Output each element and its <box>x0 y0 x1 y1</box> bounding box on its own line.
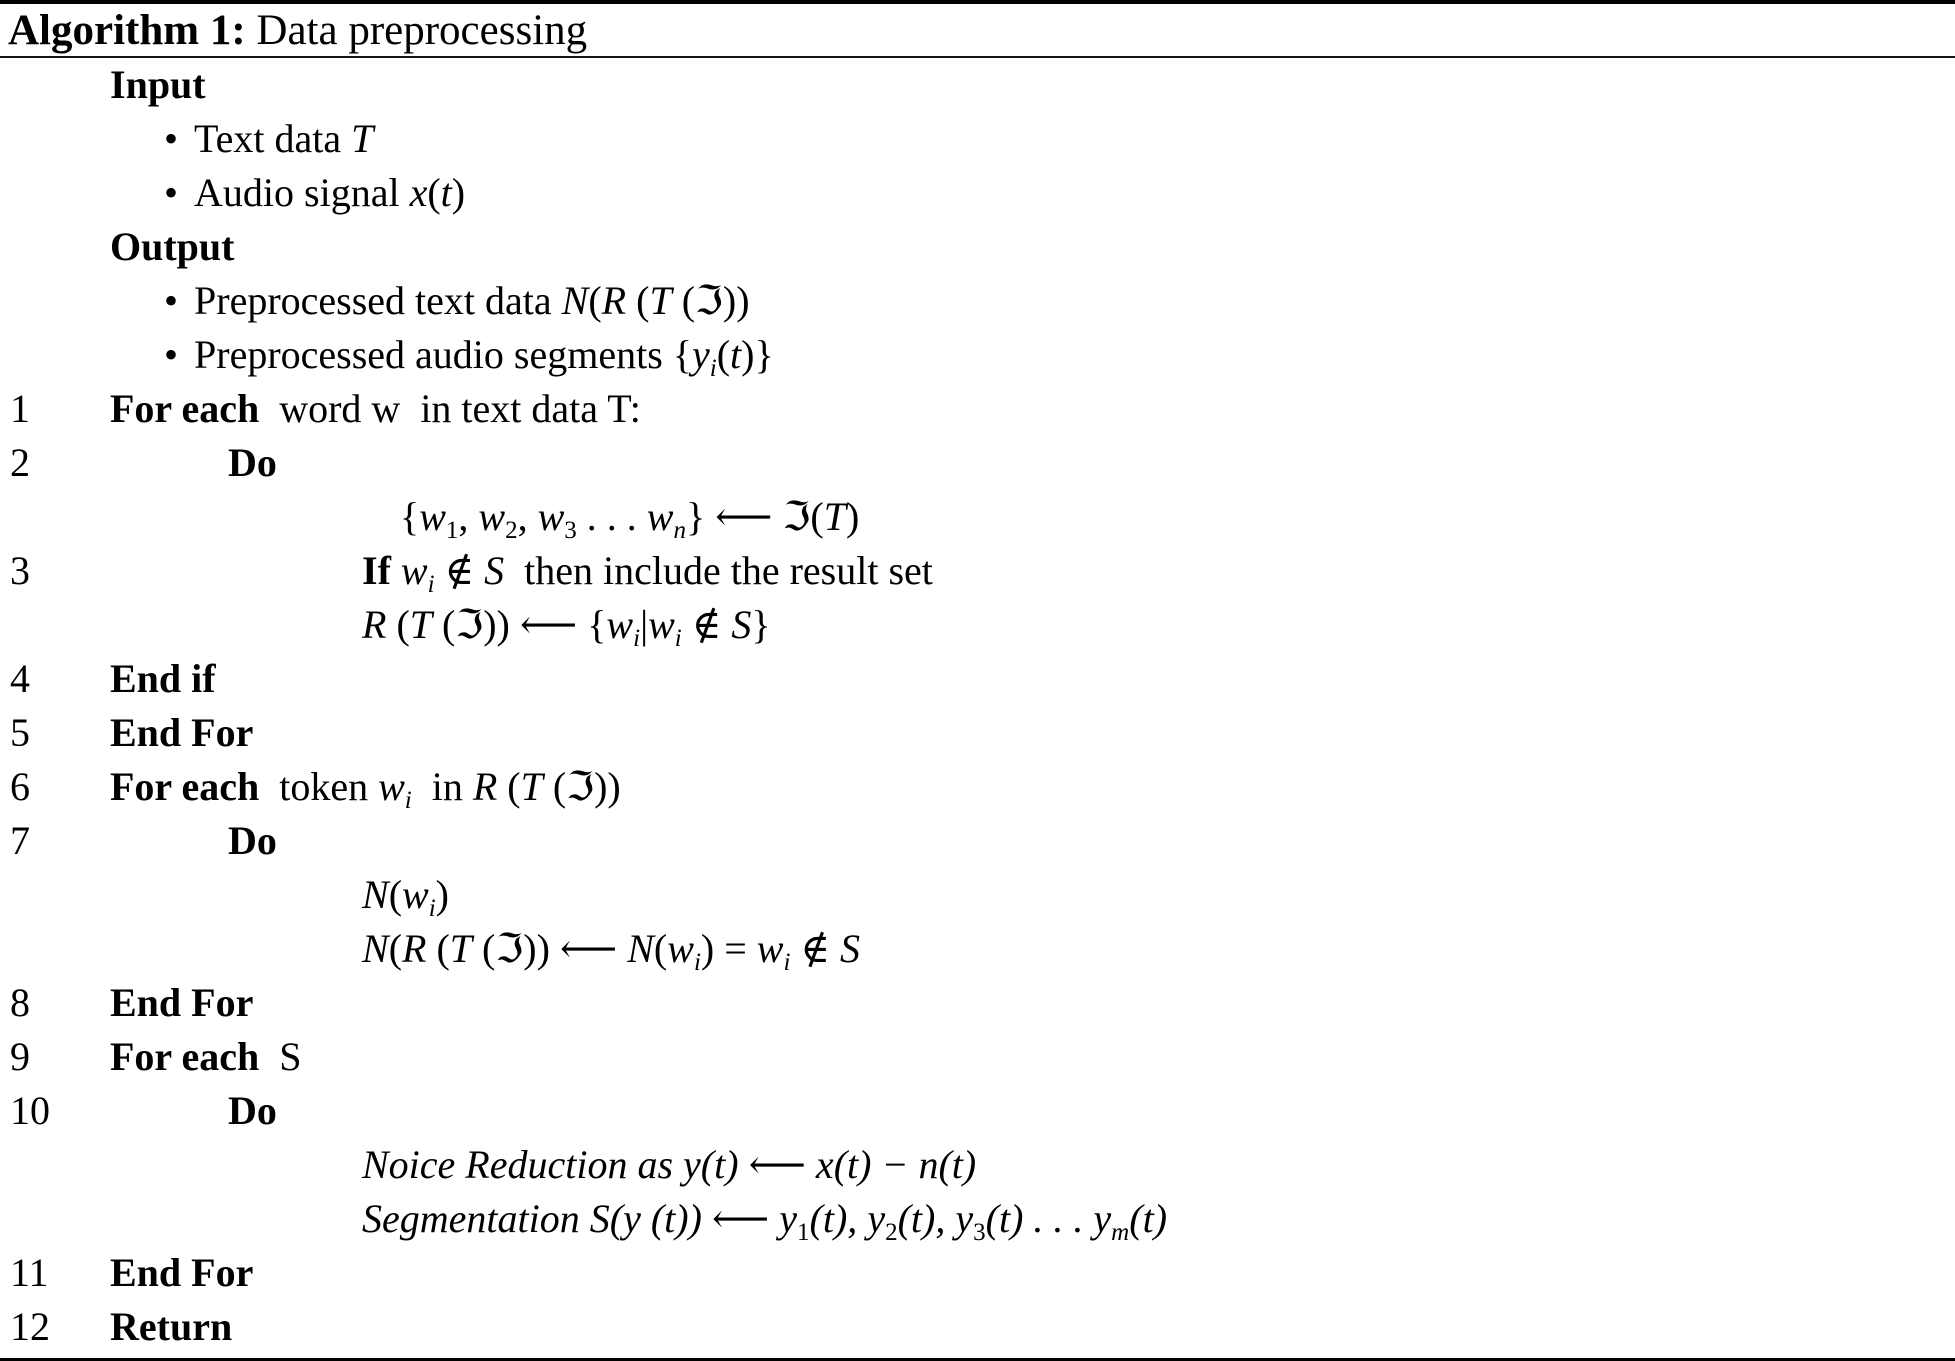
text-segment: { <box>400 494 420 539</box>
text-segment: i <box>783 949 791 976</box>
line-content <box>362 1138 976 1192</box>
line-number: 9 <box>10 1034 30 1079</box>
text-segment: If <box>362 548 401 593</box>
text-segment: i <box>693 949 701 976</box>
text-segment: w <box>478 494 506 539</box>
line-content <box>110 706 253 760</box>
text-segment: t <box>664 1196 676 1241</box>
line-content <box>110 1030 301 1084</box>
pseudocode-line <box>0 328 1955 382</box>
text-segment: ) − <box>858 1142 919 1187</box>
line-number: 2 <box>10 440 30 485</box>
text-segment: Do <box>228 440 277 485</box>
line-content <box>362 598 771 652</box>
text-segment: For each <box>110 1034 260 1079</box>
line-content <box>164 166 465 220</box>
pseudocode-line <box>0 598 1955 652</box>
text-segment: w <box>646 494 674 539</box>
line-content <box>110 1246 253 1300</box>
text-segment: )) <box>594 764 621 809</box>
text-segment: t <box>714 1142 726 1187</box>
line-content <box>400 490 859 544</box>
line-content <box>228 1084 277 1138</box>
text-segment: i <box>427 571 435 598</box>
text-segment: ( <box>426 926 450 971</box>
text-segment: ( <box>810 494 824 539</box>
text-segment: R <box>601 278 627 323</box>
text-segment: T <box>449 926 473 971</box>
text-segment: N <box>561 278 589 323</box>
text-segment: ∉ <box>681 602 732 647</box>
text-segment: ( <box>716 332 731 377</box>
text-segment: , <box>517 494 538 539</box>
text-segment: ) <box>845 494 860 539</box>
text-segment: . . . <box>576 494 647 539</box>
text-segment: } <box>685 494 716 539</box>
pseudocode-line <box>0 1030 1955 1084</box>
text-segment: T <box>520 764 543 809</box>
text-segment: T <box>649 278 672 323</box>
text-segment: N <box>362 926 389 971</box>
text-segment: ) <box>962 1142 977 1187</box>
text-segment: Do <box>228 1088 277 1133</box>
text-segment: ∉ <box>434 548 485 593</box>
line-number: 7 <box>10 818 30 863</box>
text-segment: n <box>918 1142 939 1187</box>
text-segment: ⟵ <box>559 926 618 971</box>
text-segment <box>806 1142 816 1187</box>
bullet-icon: • <box>164 116 179 161</box>
line-content <box>110 976 253 1030</box>
line-content <box>362 922 860 976</box>
line-content <box>164 274 750 328</box>
line-content <box>110 382 641 436</box>
pseudocode-line <box>0 112 1955 166</box>
text-segment: t <box>910 1196 923 1241</box>
text-segment: y <box>955 1196 974 1241</box>
text-segment: ⟵ <box>715 494 773 539</box>
text-segment: y <box>867 1196 886 1241</box>
line-number: 11 <box>10 1250 49 1295</box>
text-segment: Noice Reduction as y <box>362 1142 701 1187</box>
pseudocode-line <box>0 1300 1955 1354</box>
text-segment: ℑ <box>495 926 524 972</box>
pseudocode-line <box>0 490 1955 544</box>
text-segment: i <box>674 625 682 652</box>
text-segment: For each <box>110 386 260 431</box>
text-segment: S <box>731 602 752 647</box>
text-segment: n <box>673 517 686 544</box>
text-segment: ( <box>938 1142 952 1187</box>
text-segment: ( <box>427 170 441 215</box>
text-segment: Output <box>110 224 235 269</box>
text-segment: ) <box>725 1142 749 1187</box>
text-segment: i <box>709 355 717 382</box>
text-segment: in <box>411 764 473 809</box>
text-segment: T <box>409 602 433 647</box>
text-segment: Do <box>228 818 277 863</box>
pseudocode-line <box>0 382 1955 436</box>
text-segment: )} <box>741 332 774 377</box>
text-segment: ⟵ <box>519 602 578 647</box>
text-segment: T <box>823 494 846 539</box>
line-number: 5 <box>10 710 30 755</box>
text-segment: )) <box>483 602 520 647</box>
text-segment: } <box>751 602 771 647</box>
line-content <box>110 220 235 274</box>
line-content <box>164 328 774 382</box>
bullet-icon: • <box>164 332 179 377</box>
pseudocode-line <box>0 868 1955 922</box>
algorithm-title: Data preprocessing <box>245 6 588 54</box>
text-segment: ( <box>388 926 403 971</box>
text-segment: t <box>998 1196 1011 1241</box>
text-segment: ( <box>472 926 496 971</box>
text-segment: ) . . . <box>1010 1196 1094 1241</box>
text-segment: w <box>667 926 694 971</box>
text-segment: token <box>259 764 379 809</box>
line-content <box>110 652 216 706</box>
text-segment: w <box>402 872 429 917</box>
text-segment: ℑ <box>455 602 484 648</box>
line-content <box>362 544 933 598</box>
text-segment: Input <box>110 62 206 107</box>
pseudocode-line <box>0 1084 1955 1138</box>
pseudocode-line <box>0 814 1955 868</box>
text-segment: i <box>633 625 641 652</box>
line-content <box>228 436 277 490</box>
text-segment: ( <box>609 1196 624 1241</box>
text-segment: ( <box>497 764 521 809</box>
text-segment: ( <box>542 764 567 809</box>
pseudocode-line <box>0 166 1955 220</box>
text-segment: w <box>648 602 675 647</box>
bullet-icon: • <box>164 170 179 215</box>
text-segment: t <box>822 1196 834 1241</box>
text-segment: ( <box>626 278 650 323</box>
line-content <box>228 814 277 868</box>
pseudocode-line <box>0 436 1955 490</box>
text-segment: y <box>691 332 710 377</box>
text-segment: R <box>362 602 387 647</box>
pseudocode-line <box>0 220 1955 274</box>
text-segment: ( <box>700 1142 715 1187</box>
text-segment: y <box>779 1196 798 1241</box>
pseudocode-line <box>0 544 1955 598</box>
text-segment: ( <box>386 602 410 647</box>
pseudocode-line <box>0 1246 1955 1300</box>
algorithm-header <box>0 4 1955 56</box>
text-segment: Preprocessed text data <box>194 278 562 323</box>
text-segment: End For <box>110 1250 254 1295</box>
pseudocode-line <box>0 274 1955 328</box>
text-segment: ) = <box>700 926 757 971</box>
text-segment: )) <box>675 1196 712 1241</box>
text-segment: i <box>428 895 436 922</box>
text-segment: ), <box>922 1196 956 1241</box>
text-segment: R <box>472 764 498 809</box>
text-segment: ), <box>833 1196 868 1241</box>
text-segment: 2 <box>505 517 518 544</box>
line-content <box>110 58 206 112</box>
text-segment: w <box>400 548 428 593</box>
text-segment: R <box>402 926 427 971</box>
text-segment: ) <box>435 872 449 917</box>
text-segment: )) <box>523 926 560 971</box>
text-segment: w <box>378 764 405 809</box>
text-segment: ∉ <box>790 926 841 971</box>
text-segment: ( <box>671 278 696 323</box>
text-segment: ( <box>650 1196 665 1241</box>
text-segment: N <box>627 926 654 971</box>
text-segment: T <box>351 116 374 161</box>
text-segment: ℑ <box>695 278 723 324</box>
text-segment: S <box>259 1034 302 1079</box>
text-segment: Segmentation S <box>362 1196 610 1241</box>
line-content <box>164 112 373 166</box>
text-segment: w <box>606 602 634 647</box>
pseudocode-line <box>0 1192 1955 1246</box>
text-segment: x <box>815 1142 834 1187</box>
text-segment: End For <box>110 980 254 1025</box>
line-content <box>362 1192 1167 1246</box>
text-segment: ( <box>432 602 456 647</box>
line-content <box>110 1300 232 1354</box>
pseudocode-line <box>0 760 1955 814</box>
pseudocode-line <box>0 652 1955 706</box>
text-segment: S <box>840 926 861 971</box>
text-segment: Preprocessed audio segments { <box>194 332 692 377</box>
text-segment: t <box>440 170 452 215</box>
text-segment: Audio signal <box>194 170 410 215</box>
text-segment: ( <box>897 1196 911 1241</box>
text-segment: y <box>623 1196 651 1241</box>
line-number: 12 <box>10 1304 50 1349</box>
text-segment: ℑ <box>566 764 595 810</box>
algorithm-number-label: Algorithm 1: <box>8 6 246 54</box>
pseudocode-body <box>0 58 1955 1354</box>
line-content <box>110 760 621 814</box>
line-number: 8 <box>10 980 30 1025</box>
line-number: 1 <box>10 386 30 431</box>
text-segment: ( <box>833 1142 848 1187</box>
text-segment: )) <box>722 278 750 323</box>
text-segment: ( <box>809 1196 823 1241</box>
bullet-icon: • <box>164 278 179 323</box>
text-segment: ( <box>388 872 403 917</box>
line-number: 6 <box>10 764 30 809</box>
line-content <box>362 868 449 922</box>
text-segment: ⟵ <box>748 1142 806 1187</box>
text-segment: ℑ <box>782 494 811 540</box>
text-segment: Text data <box>194 116 352 161</box>
text-segment: 1 <box>445 517 459 544</box>
text-segment: N <box>362 872 389 917</box>
text-segment: 3 <box>564 517 577 544</box>
text-segment: | <box>640 602 649 647</box>
pseudocode-line <box>0 1138 1955 1192</box>
text-segment: ) <box>1153 1196 1168 1241</box>
text-segment: ( <box>985 1196 999 1241</box>
text-segment <box>617 926 627 971</box>
text-segment: w <box>537 494 565 539</box>
text-segment: ( <box>588 278 602 323</box>
pseudocode-line <box>0 706 1955 760</box>
text-segment: t <box>1142 1196 1154 1241</box>
text-segment: t <box>730 332 742 377</box>
text-segment: End if <box>110 656 216 701</box>
text-segment: x <box>409 170 428 215</box>
text-segment: then include the result set <box>504 548 933 593</box>
text-segment: { <box>577 602 607 647</box>
text-segment: 1 <box>797 1219 810 1246</box>
text-segment: S <box>484 548 505 593</box>
line-number: 4 <box>10 656 30 701</box>
text-segment: t <box>847 1142 859 1187</box>
text-segment: y <box>1093 1196 1112 1241</box>
text-segment: m <box>1111 1219 1130 1246</box>
text-segment: For each <box>110 764 260 809</box>
text-segment <box>773 494 783 539</box>
text-segment: , <box>458 494 479 539</box>
text-segment: i <box>404 787 412 814</box>
pseudocode-line <box>0 922 1955 976</box>
text-segment: Return <box>110 1304 233 1349</box>
pseudocode-line <box>0 58 1955 112</box>
line-number: 3 <box>10 548 30 593</box>
text-segment: ⟵ <box>711 1196 770 1241</box>
text-segment: t <box>951 1142 963 1187</box>
text-segment: 3 <box>973 1219 986 1246</box>
line-number: 10 <box>10 1088 50 1133</box>
text-segment: word w in text data T: <box>259 386 641 431</box>
pseudocode-line <box>0 976 1955 1030</box>
text-segment <box>769 1196 779 1241</box>
text-segment: ( <box>653 926 668 971</box>
text-segment: End For <box>110 710 254 755</box>
text-segment: ( <box>1129 1196 1143 1241</box>
text-segment: 2 <box>885 1219 898 1246</box>
text-segment: w <box>756 926 784 971</box>
text-segment: ) <box>451 170 466 215</box>
text-segment: w <box>419 494 446 539</box>
